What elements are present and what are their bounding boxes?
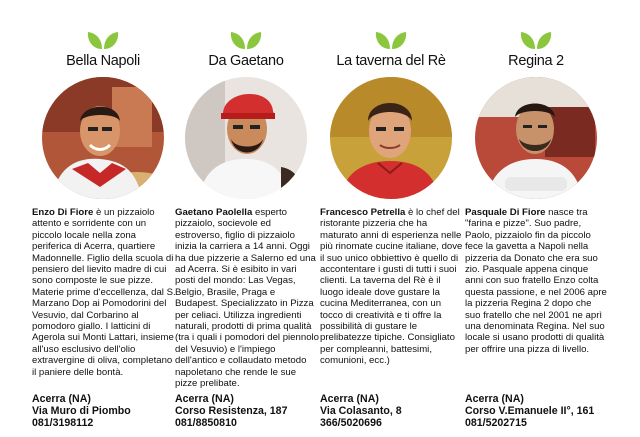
chef-name: Gaetano Paolella [175,207,253,218]
chef-photo [330,77,452,199]
pizzeria-name: La taverna del Rè [336,53,446,69]
chef-bio [175,207,319,390]
contact-info [32,393,182,429]
address: Via Muro di Piombo [32,405,131,417]
city: Acerra (NA) [32,393,91,405]
phone: 081/5202715 [465,417,527,429]
profile-column-la-taverna-del-re [321,0,461,437]
contact-info [465,393,615,429]
contact-info [175,393,325,429]
address: Corso Resistenza, 187 [175,405,288,417]
chef-photo [185,77,307,199]
address: Via Colasanto, 8 [320,405,402,417]
bio-text: è lo chef del ristorante pizzeria che ha maturato anni di esperienza nelle più rinomate cucine italiane, dove il suo unico obbiettivo è quello di accontentare i gusti di tutti i suoi clienti. La taverna del Rè è il luogo ideale dove gustare la cucina Mediterranea, con un tocco di creatività e ti offre la possibilità di gustare le prelibatezze tipiche. Consigliato per compleanni, battesimi, comunioni, ecc.) [320,207,463,367]
chef-name: Francesco Petrella [320,207,406,218]
city: Acerra (NA) [465,393,524,405]
leaf-logo-icon [374,30,408,50]
leaf-logo-icon [86,30,120,50]
contact-info [320,393,470,429]
leaf-logo-icon [229,30,263,50]
bio-text: è un pizzaiolo attento e sorridente con un piccolo locale nella zona periferica di Acerra, quartiere Madonnelle. Figlio della scuola di pensiero del lievito madre di cui sono composte le sue pizze. Materie prime d'eccellenza, dal S. Marzano Dop ai Pomodorini del Vesuvio, dal Corbarino al pomodoro giallo. I latticini di Agerola sui Monti Lattari, insieme all'uso esclusivo dell'olio extravergine di oliva, completano il paniere delle bontà. [32,207,176,378]
bio-text: nasce tra "farina e pizze". Suo padre, Paolo, pizzaiolo fin da piccolo fece la gavetta a Napoli nella pizzeria da Donato che era suo zio. Pasquale appena cinque anni con suo fratello Enzo colta questa passione, e nel 2006 apre la pizzeria Regina 2 dopo che suo fratello che nel 2001 ne aprì una denominata Regina. Nel suo locale si usano prodotti di qualità per offrire una pizza di livello. [465,207,607,355]
phone: 366/5020696 [320,417,382,429]
pizzeria-name: Da Gaetano [208,53,284,69]
phone: 081/3198112 [32,417,94,429]
chef-name: Enzo Di Fiore [32,207,94,218]
pizzeria-name: Regina 2 [508,53,564,69]
city: Acerra (NA) [175,393,234,405]
city: Acerra (NA) [320,393,379,405]
profile-column-da-gaetano [175,0,319,437]
chef-bio [320,207,464,367]
chef-photo [475,77,597,199]
address: Corso V.Emanuele II°, 161 [465,405,595,417]
chef-bio [465,207,609,355]
phone: 081/8850810 [175,417,237,429]
bio-text: esperto pizzaiolo, socievole ed estroverso, figlio di pizzaiolo inizia la carriera a 14 anni. Oggi ha due pizzerie a Salerno ed una ad Acerra. Si è esibito in vari posti del mondo: Las Vegas, Belgio, Brasile, Praga e Budapest. Specializzato in Pizza per celiaci. Utilizza ingredienti naturali, prodotti di prima qualità (tra i quali i pomodori del piennolo del Vesuvio) e l'impiego dell'antico e collaudato metodo napoletano che rende le sue pizze prelibate. [175,207,319,390]
profile-column-bella-napoli [32,0,176,437]
chef-bio [32,207,176,378]
chef-photo [42,77,164,199]
leaf-logo-icon [519,30,553,50]
profile-column-regina-2 [466,0,606,437]
chef-name: Pasquale Di Fiore [465,207,546,218]
pizzeria-name: Bella Napoli [66,53,140,69]
